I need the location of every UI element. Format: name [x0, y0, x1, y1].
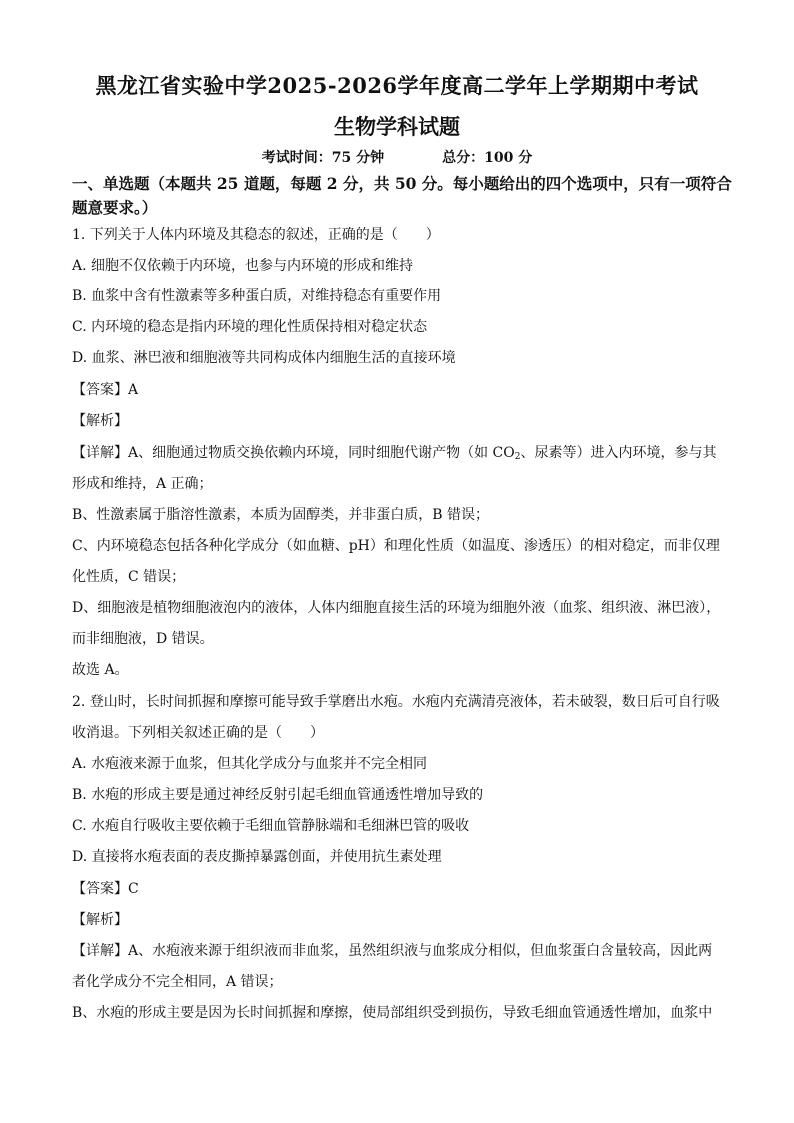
- question-2-detail-a: 【详解】A、水疱液来源于组织液而非血浆，虽然组织液与血浆成分相似，但血浆蛋白含量较高，因此两: [72, 943, 713, 959]
- question-1-analysis-label: 【解析】: [72, 413, 128, 429]
- question-1-detail-a-cont: 形成和维持，A 正确；: [72, 476, 213, 492]
- question-2-option-d: D. 直接将水疱表面的表皮撕掉暴露创面，并使用抗生素处理: [72, 849, 442, 865]
- exam-title: 黑龙江省实验中学2025-2026学年度高二学年上学期期中考试: [95, 73, 699, 98]
- question-1-detail-d: D、细胞液是植物细胞液泡内的液体，人体内细胞直接生活的环境为细胞外液（血浆、组织液、淋巴液），: [72, 600, 721, 616]
- question-2-option-c: C. 水疱自行吸收主要依赖于毛细血管静脉端和毛细淋巴管的吸收: [72, 818, 470, 834]
- question-2-detail-a-cont: 者化学成分不完全相同，A 错误；: [72, 974, 283, 990]
- question-1-detail-c: C、内环境稳态包括各种化学成分（如血糖、pH）和理化性质（如温度、渗透压）的相对稳定，而非仅理: [72, 538, 720, 554]
- question-1-detail-c-cont: 化性质，C 错误；: [72, 569, 186, 585]
- question-2-answer: 【答案】C: [72, 881, 139, 897]
- section-heading: 一、单选题（本题共 25 道题，每题 2 分，共 50 分。每小题给出的四个选项中，只有一项符合题意要求。）: [72, 174, 732, 217]
- question-1-stem: 1. 下列关于人体内环境及其稳态的叙述，正确的是（ ）: [72, 227, 440, 243]
- question-1-answer: 【答案】A: [72, 382, 139, 398]
- exam-meta: [0, 147, 794, 167]
- total-score: 总分：100 分: [442, 150, 533, 166]
- question-1-option-a: A. 细胞不仅依赖于内环境，也参与内环境的形成和维持: [72, 258, 414, 274]
- question-1-option-b: B. 血浆中含有性激素等多种蛋白质，对维持稳态有重要作用: [72, 288, 442, 304]
- question-2-option-b: B. 水疱的形成主要是通过神经反射引起毛细血管通透性增加导致的: [72, 787, 484, 803]
- question-2-stem: 2. 登山时，长时间抓握和摩擦可能导致手掌磨出水疱。水疱内充满清亮液体，若未破裂，数日后可自行吸: [72, 694, 720, 710]
- question-2-option-a: A. 水疱液来源于血浆，但其化学成分与血浆并不完全相同: [72, 756, 428, 772]
- question-2-stem-cont: 收消退。下列相关叙述正确的是（ ）: [72, 725, 324, 741]
- question-1-conclusion: 故选 A。: [72, 662, 129, 678]
- question-2-analysis-label: 【解析】: [72, 912, 128, 928]
- exam-time: 考试时间：75 分钟: [261, 150, 385, 166]
- question-1-option-c: C. 内环境的稳态是指内环境的理化性质保持相对稳定状态: [72, 319, 428, 335]
- exam-subtitle: 生物学科试题: [334, 114, 460, 139]
- question-2-detail-b: B、水疱的形成主要是因为长时间抓握和摩擦，使局部组织受到损伤，导致毛细血管通透性增加，血浆中: [72, 1005, 713, 1021]
- question-1-detail-b: B、性激素属于脂溶性激素，本质为固醇类，并非蛋白质，B 错误；: [72, 507, 490, 523]
- question-1-detail-d-cont: 而非细胞液，D 错误。: [72, 631, 214, 647]
- question-1-detail-a: 【详解】A、细胞通过物质交换依赖内环境，同时细胞代谢产物（如 $CO_2$、尿素等）进入内环境，参与其: [72, 445, 717, 462]
- question-1-option-d: D. 血浆、淋巴液和细胞液等共同构成体内细胞生活的直接环境: [72, 350, 456, 366]
